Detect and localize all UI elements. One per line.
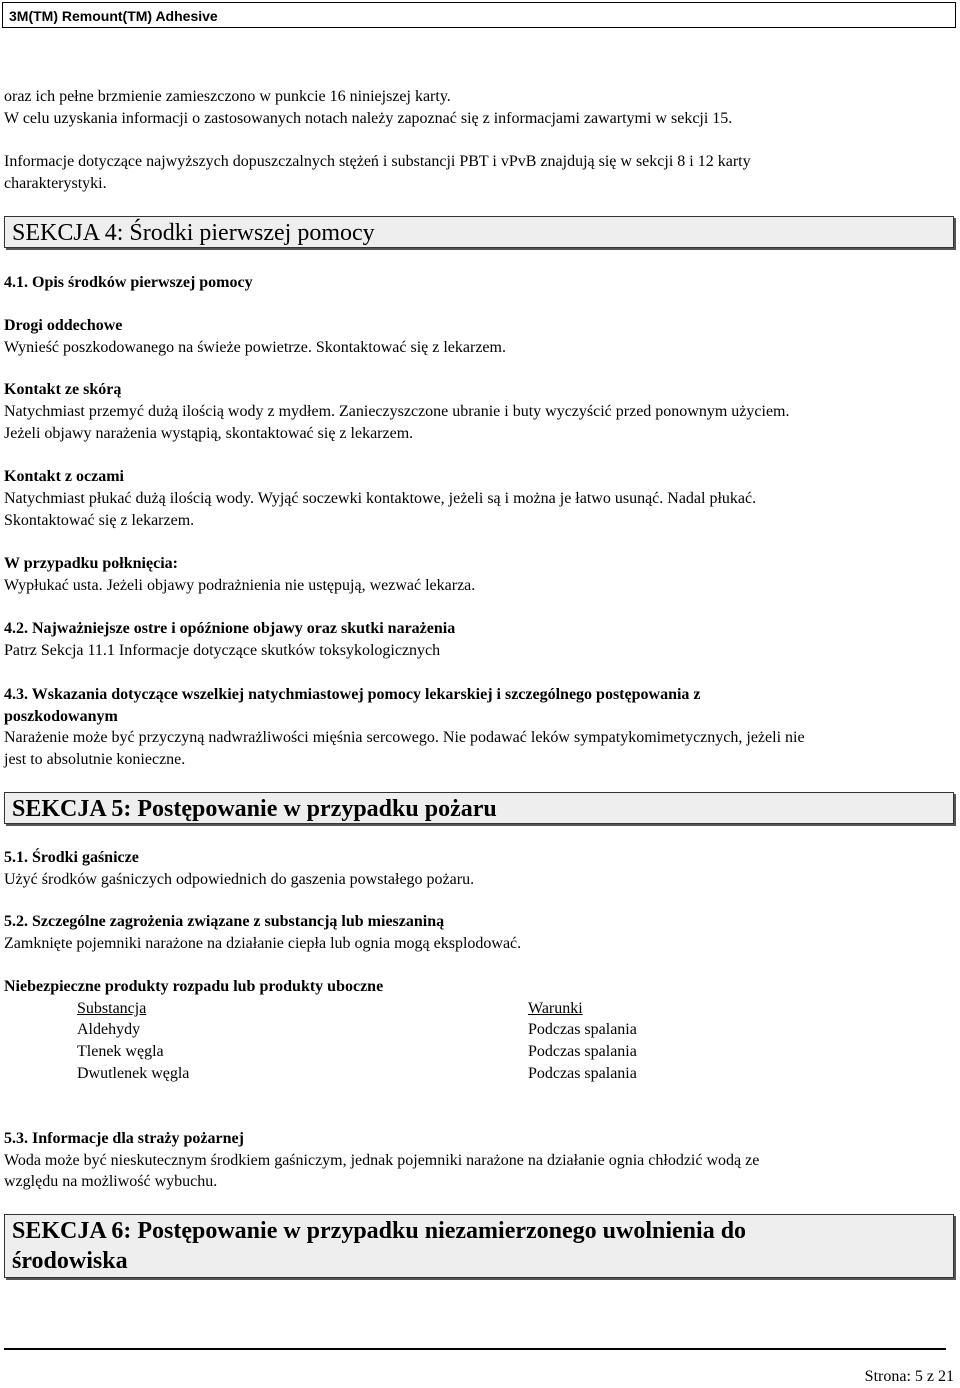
paragraph-heading: Kontakt z oczami [4,468,124,485]
paragraph-heading: Drogi oddechowe [4,317,123,334]
table-cell-substance: Aldehydy [77,1021,141,1038]
subsection-heading: 4.1. Opis środków pierwszej pomocy [4,274,253,291]
section-5-title: SEKCJA 5: Postępowanie w przypadku pożaru [4,792,954,824]
page-number: Strona: 5 z 21 [864,1368,954,1385]
intro-text: W celu uzyskania informacji o zastosowanych notach należy zapoznać się z informacjami zawartymi w sekcji 15. [4,110,733,127]
paragraph-text: Wypłukać usta. Jeżeli objawy podrażnienia nie ustępują, wezwać lekarza. [4,577,476,594]
intro-text: oraz ich pełne brzmienie zamieszczono w punkcie 16 niniejszej karty. [4,88,451,105]
subsection-heading: 5.2. Szczególne zagrożenia związane z substancją lub mieszaniną [4,913,445,930]
paragraph-heading: Niebezpieczne produkty rozpadu lub produkty uboczne [4,978,384,995]
table-cell-condition: Podczas spalania [528,1043,637,1060]
table-header-substance: Substancja [77,1000,147,1017]
subsection-heading: 5.3. Informacje dla straży pożarnej [4,1130,244,1147]
paragraph-text: Narażenie może być przyczyną nadwrażliwości mięśnia sercowego. Nie podawać leków sympatykomimetycznych, jeżeli nie [4,729,805,746]
paragraph-text: Wynieść poszkodowanego na świeże powietrze. Skontaktować się z lekarzem. [4,339,506,356]
paragraph-text: Skontaktować się z lekarzem. [4,512,195,529]
paragraph-text: względu na możliwość wybuchu. [4,1173,218,1190]
section-6-title-line: środowiska [12,1248,128,1274]
intro-text: Informacje dotyczące najwyższych dopuszczalnych stężeń i substancji PBT i vPvB znajdują się w sekcji 8 i 12 karty [4,153,751,170]
table-cell-substance: Tlenek węgla [77,1043,164,1060]
paragraph-text: Natychmiast płukać dużą ilością wody. Wyjąć soczewki kontaktowe, jeżeli są i można je łatwo usunąć. Nadal płukać. [4,490,757,507]
product-title: 3M(TM) Remount(TM) Adhesive [9,8,218,24]
subsection-heading: poszkodowanym [4,708,118,725]
section-6-title [4,1214,954,1278]
footer-divider [4,1348,946,1350]
section-4-title: SEKCJA 4: Środki pierwszej pomocy [4,216,954,248]
subsection-heading: 4.3. Wskazania dotyczące wszelkiej natychmiastowej pomocy lekarskiej i szczególnego postępowania z [4,686,701,703]
paragraph-text: Natychmiast przemyć dużą ilością wody z mydłem. Zanieczyszczone ubranie i buty wyczyścić przed ponownym użyciem. [4,403,790,420]
paragraph-heading: Kontakt ze skórą [4,381,122,398]
table-cell-condition: Podczas spalania [528,1021,637,1038]
intro-text: charakterystyki. [4,175,107,192]
table-cell-substance: Dwutlenek węgla [77,1065,190,1082]
section-6-title-line: SEKCJA 6: Postępowanie w przypadku niezamierzonego uwolnienia do [12,1218,747,1244]
paragraph-text: jest to absolutnie konieczne. [4,751,186,768]
subsection-heading: 5.1. Środki gaśnicze [4,849,139,866]
paragraph-text: Jeżeli objawy narażenia wystąpią, skontaktować się z lekarzem. [4,425,414,442]
paragraph-heading: W przypadku połknięcia: [4,555,178,572]
document-header [2,2,956,28]
paragraph-text: Zamknięte pojemniki narażone na działanie ciepła lub ognia mogą eksplodować. [4,935,522,952]
paragraph-text: Użyć środków gaśniczych odpowiednich do gaszenia powstałego pożaru. [4,871,475,888]
subsection-heading: 4.2. Najważniejsze ostre i opóźnione objawy oraz skutki narażenia [4,620,456,637]
paragraph-text: Patrz Sekcja 11.1 Informacje dotyczące skutków toksykologicznych [4,642,441,659]
table-header-conditions: Warunki [528,1000,583,1017]
paragraph-text: Woda może być nieskutecznym środkiem gaśniczym, jednak pojemniki narażone na działanie ognia chłodzić wodą ze [4,1152,760,1169]
table-cell-condition: Podczas spalania [528,1065,637,1082]
